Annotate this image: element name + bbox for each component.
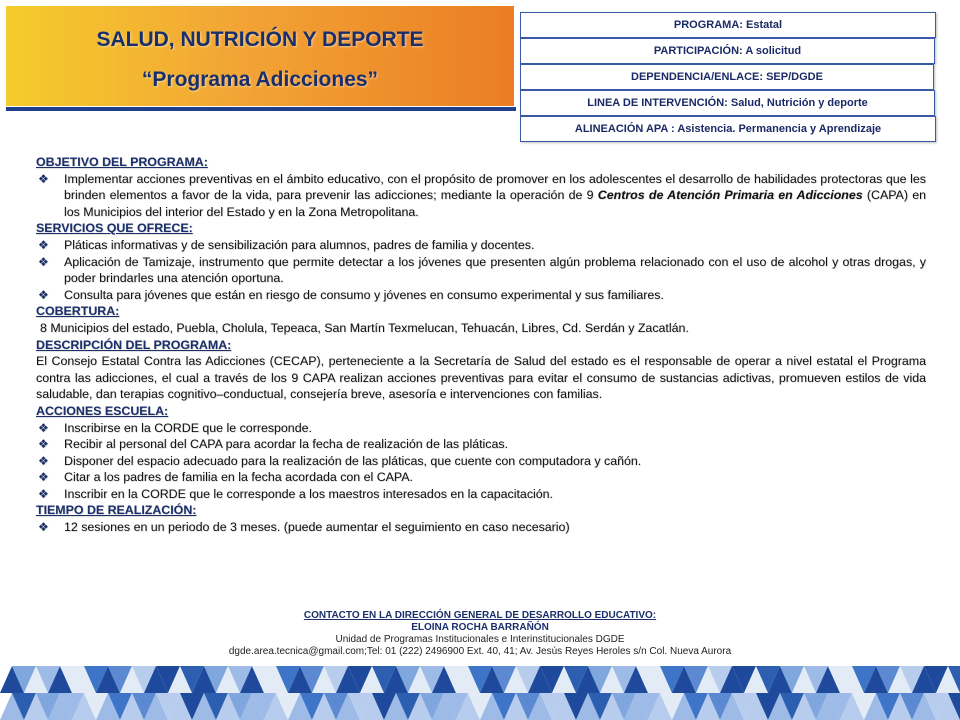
info-box-linea: LINEA DE INTERVENCIÓN: Salud, Nutrición y deporte — [520, 90, 935, 116]
accion-item: ❖ Citar a los padres de familia en la fecha acordada con el CAPA. — [38, 470, 413, 485]
page-subtitle: “Programa Adicciones” — [141, 68, 379, 91]
info-box-programa: PROGRAMA: Estatal — [520, 12, 936, 38]
bullet-diamond-icon: ❖ — [38, 237, 49, 252]
section-heading-acciones: ACCIONES ESCUELA: — [36, 403, 169, 418]
section-heading-descripcion: DESCRIPCIÓN DEL PROGRAMA: — [36, 337, 232, 352]
bullet-diamond-icon: ❖ — [38, 470, 49, 485]
section-heading-cobertura: COBERTURA: — [36, 304, 120, 319]
bullet-diamond-icon: ❖ — [38, 254, 49, 269]
accion-item: ❖ Disponer del espacio adecuado para la realización de las pláticas, que cuente con computadora y cañón. — [38, 453, 642, 468]
accion-item: ❖ Inscribir en la CORDE que le corresponde a los maestros interesados en la capacitación. — [38, 486, 553, 501]
bullet-diamond-icon: ❖ — [38, 486, 49, 501]
bullet-diamond-icon: ❖ — [38, 171, 49, 186]
main-content — [36, 154, 926, 536]
contact-block — [200, 610, 760, 658]
contact-unit: Unidad de Programas Institucionales e Interinstitucionales DGDE — [335, 634, 625, 645]
cobertura-text: 8 Municipios del estado, Puebla, Cholula, Tepeaca, San Martín Texmelucan, Tehuacán, Libres, Cd. Serdán y Zacatlán. — [40, 320, 689, 335]
accion-item: ❖ Recibir al personal del CAPA para acordar la fecha de realización de las pláticas. — [38, 437, 509, 452]
servicio-item: ❖ Aplicación de Tamizaje, instrumento que permite detectar a los jóvenes que presenten algún problema relacionado con el uso de alcohol y otras drogas, y poder brindarles una atención oportuna. — [38, 254, 926, 286]
footer-pattern — [0, 666, 960, 720]
contact-details: dgde.area.tecnica@gmail.com;Tel: 01 (222) 2496900 Ext. 40, 41; Av. Jesús Reyes Heroles s/n Col. Nueva Aurora — [228, 646, 732, 657]
servicio-item: ❖ Consulta para jóvenes que están en riesgo de consumo y jóvenes en consumo experimental y sus familiares. — [38, 287, 664, 302]
info-box-alineacion: ALINEACIÓN APA : Asistencia. Permanencia y Aprendizaje — [520, 116, 936, 142]
section-heading-tiempo: TIEMPO DE REALIZACIÓN: — [36, 503, 197, 518]
bullet-diamond-icon: ❖ — [38, 520, 49, 535]
bullet-diamond-icon: ❖ — [38, 453, 49, 468]
tiempo-item: ❖ 12 sesiones en un periodo de 3 meses. (puede aumentar el seguimiento en caso necesario) — [38, 520, 570, 535]
bullet-diamond-icon: ❖ — [38, 420, 49, 435]
descripcion-text: El Consejo Estatal Contra las Adicciones (CECAP), perteneciente a la Secretaría de Salud del estado es el responsable de operar a nivel estatal el Programa contra las adicciones, el cual a través de los 9 CAPA realizan acciones preventivas para evitar el consumo de sustancias adictivas, promueven estilos de vida saludable, dan terapias cognitivo–conductual, consejería breve, asesoría e intervenciones con familias. — [36, 354, 926, 402]
capa-emphasis: Centros de Atención Primaria en Adicciones — [597, 188, 863, 203]
contact-heading: CONTACTO EN LA DIRECCIÓN GENERAL DE DESARROLLO EDUCATIVO: — [303, 610, 657, 621]
objetivo-item: ❖ Implementar acciones preventivas en el ámbito educativo, con el propósito de promover en los adolescentes el desarrollo de habilidades protectoras que les brinden elementos a favor de la vida, para prevenir las adicciones; mediante la operación de 9 Centros de Atención Primaria en Adicciones (CAPA) en los Municipios del interior del Estado y en la Zona Metropolitana. — [38, 171, 926, 219]
accion-item: ❖ Inscribirse en la CORDE que le corresponde. — [38, 420, 312, 435]
info-box-participacion: PARTICIPACIÓN: A solicitud — [520, 38, 935, 64]
info-box-dependencia: DEPENDENCIA/ENLACE: SEP/DGDE — [520, 64, 934, 90]
contact-name: ELOINA ROCHA BARRAÑÓN — [411, 622, 549, 633]
page-title: SALUD, NUTRICIÓN Y DEPORTE — [96, 28, 424, 51]
section-heading-objetivo: OBJETIVO DEL PROGRAMA: — [36, 155, 208, 169]
section-heading-servicios: SERVICIOS QUE OFRECE: — [36, 221, 193, 236]
title-rule — [6, 107, 516, 111]
servicio-item: ❖ Pláticas informativas y de sensibilización para alumnos, padres de familia y docentes. — [38, 237, 535, 252]
title-banner — [6, 6, 514, 106]
bullet-diamond-icon: ❖ — [38, 287, 49, 302]
bullet-diamond-icon: ❖ — [38, 437, 49, 452]
